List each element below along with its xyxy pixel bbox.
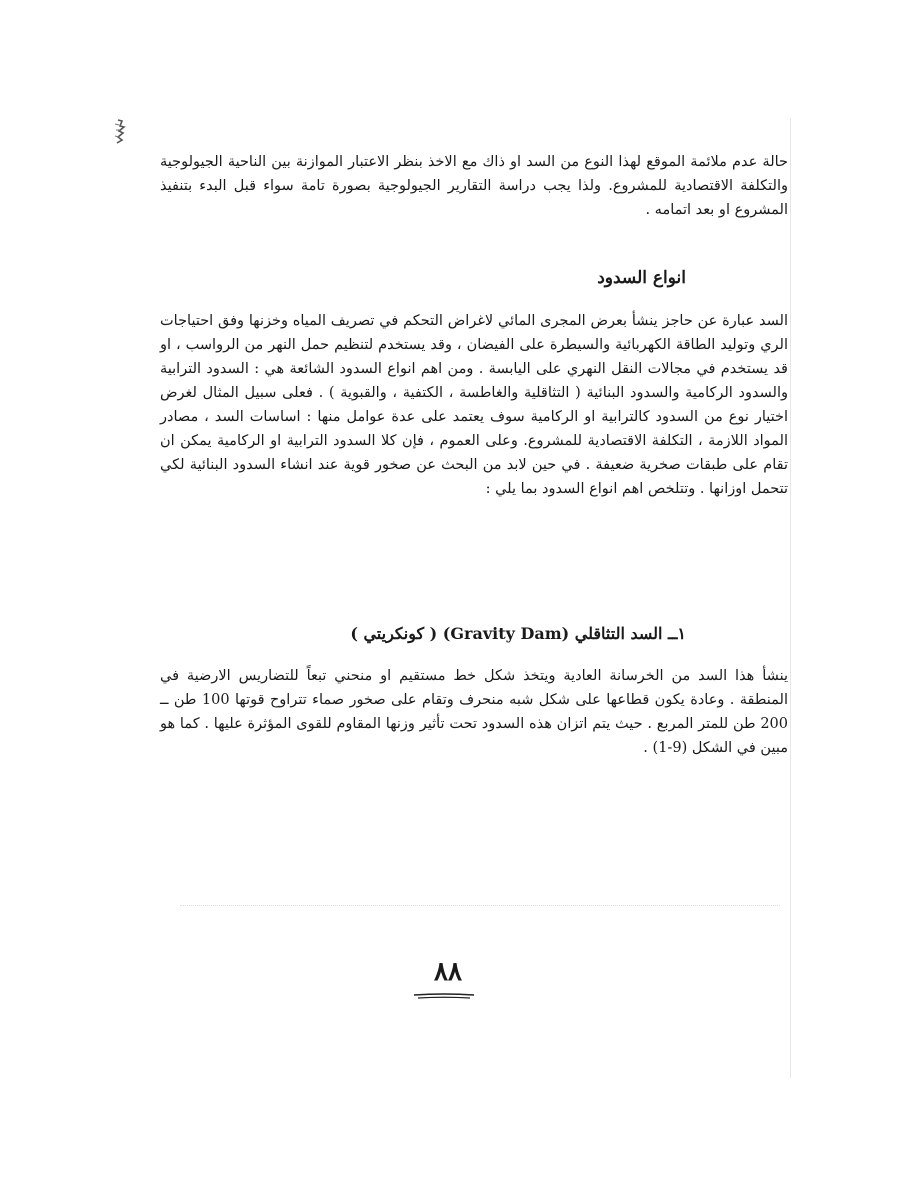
intro-paragraph bbox=[160, 150, 788, 222]
scan-edge-line bbox=[790, 118, 791, 1078]
section-heading: انواع السدود bbox=[597, 268, 686, 288]
staple-mark-icon bbox=[112, 118, 128, 144]
gravity-dam-heading: ١ــ السد التثاقلي (Gravity Dam) ( كونكريتي ) bbox=[350, 624, 686, 643]
gravity-dam-paragraph bbox=[160, 664, 788, 760]
page-number-underline bbox=[412, 992, 476, 1000]
intro-paragraph-text: حالة عدم ملائمة الموقع لهذا النوع من السد او ذاك مع الاخذ بنظر الاعتبار الموازنة بين الناحية الجيولوجية والتكلفة الاقتصادية للمشروع. ولذا يجب دراسة التقارير الجيولوجية بصورة تامة سواء قبل البدء بتنفيذ المشروع او بعد اتمامه . bbox=[160, 154, 788, 218]
gravity-dam-paragraph-text: ينشأ هذا السد من الخرسانة العادية ويتخذ شكل خط مستقيم او منحني تبعاً للتضاريس الارضية في المنطقة . وعادة يكون قطاعها على شكل شبه منحرف وتقام على صخور صماء تتراوح قوتها 100 طن ــ 200 طن للمتر المربع . حيث يتم اتزان هذه السدود تحت تأثير وزنها المقاوم للقوى المؤثرة عليها . كما هو مبين في الشكل (9-1) . bbox=[160, 668, 788, 756]
dams-paragraph-text: السد عبارة عن حاجز ينشأ بعرض المجرى المائي لاغراض التحكم في تصريف المياه وخزنها وفق احتياجات الري وتوليد الطاقة الكهربائية والسيطرة على الفيضان ، وقد يستخدم لتنظيم حمل النهر من الرواسب ، او قد يستخدم في مجالات النقل النهري على اليابسة . ومن اهم انواع السدود الشائعة هي : السدود الترابية والسدود الركامية والسدود البنائية ( التثاقلية والغاطسة ، الكتفية ، والقبوية ) . فعلى سبيل المثال لغرض اختيار نوع من السدود كالترابية او الركامية سوف يعتمد على عدة عوامل منها : اساسات السد ، مصادر المواد اللازمة ، التكلفة الاقتصادية للمشروع. وعلى العموم ، فإن كلا السدود الترابية او الركامية يمكن ان تقام على طبقات صخرية ضعيفة . في حين لابد من البحث عن صخور قوية عند انشاء السدود البنائية لكي تتحمل اوزانها . وتتلخص اهم انواع السدود بما يلي : bbox=[160, 313, 788, 497]
dams-paragraph bbox=[160, 309, 788, 501]
faint-scan-dots bbox=[180, 905, 780, 907]
page-number: ٨٨ bbox=[434, 957, 462, 987]
